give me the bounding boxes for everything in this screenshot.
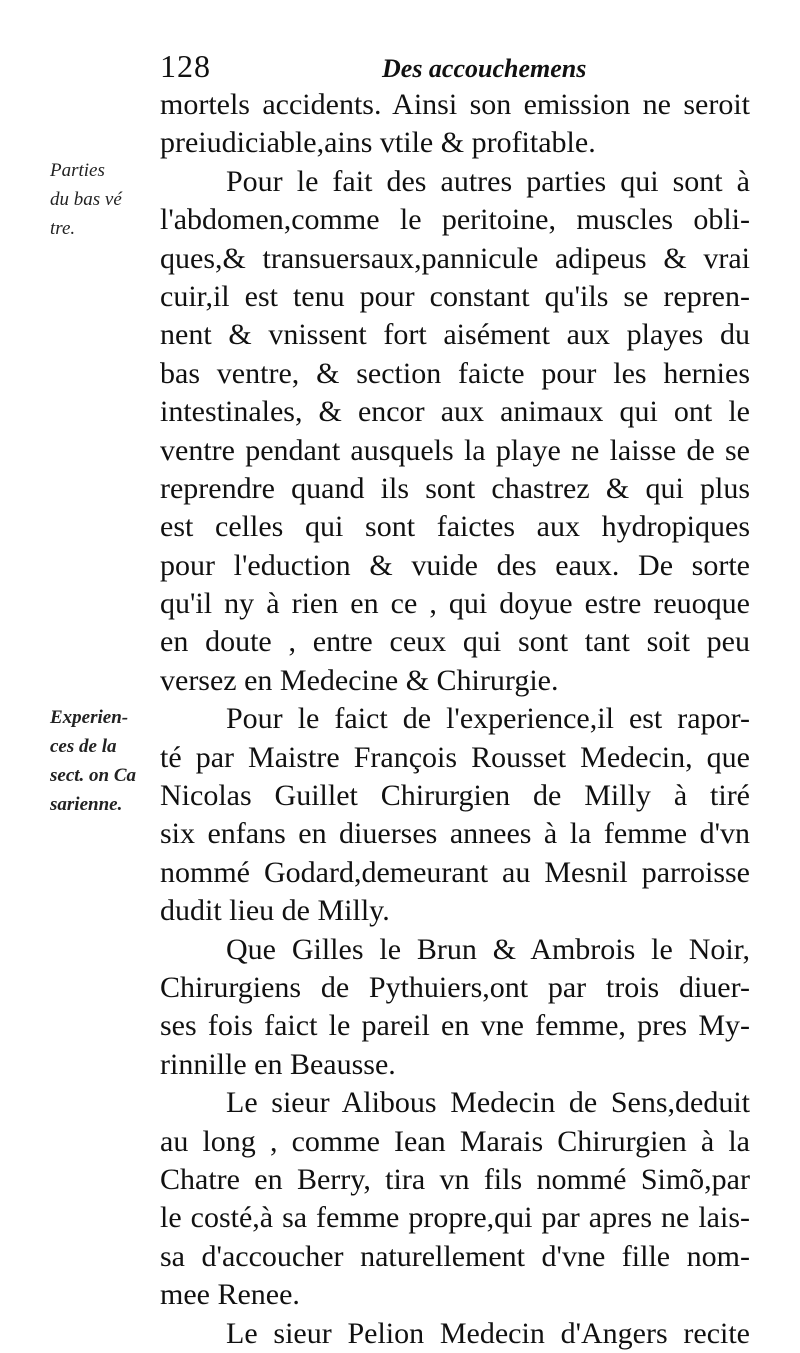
text-line: le costé,à sa femme propre,qui par apres ne lais- <box>160 1201 750 1235</box>
text-line: nent & vnissent fort aisément aux playes du <box>160 318 750 352</box>
text-line: qu'il ny à rien en ce , qui doyue estre reuoque <box>160 587 750 621</box>
marginal-note-line: Parties <box>50 160 105 181</box>
body-text <box>160 86 750 1353</box>
text-line: en doute , entre ceux qui sont tant soit peu <box>160 625 750 659</box>
marginal-note-line: Experien- <box>50 707 129 728</box>
text-line: pour l'eduction & vuide des eaux. De sorte <box>160 548 750 582</box>
marginal-note-line: ces de la <box>50 736 117 757</box>
text-line: rinnille en Beausse. <box>160 1047 396 1081</box>
text-line: ventre pendant ausquels la playe ne laisse de se <box>160 433 750 467</box>
page-number: 128 <box>160 48 211 84</box>
running-head <box>160 48 750 88</box>
marginal-note-line: sarienne. <box>50 794 123 815</box>
text-line: Le sieur Alibous Medecin de Sens,deduit <box>226 1086 750 1120</box>
text-line: dudit lieu de Milly. <box>160 894 390 928</box>
marginal-note-experiences <box>50 703 155 819</box>
text-line: mee Renee. <box>160 1278 300 1312</box>
text-line: ques,& transuersaux,pannicule adipeus & vrai <box>160 241 750 275</box>
text-line: Chatre en Berry, tira vn fils nommé Simõ,par <box>160 1162 750 1196</box>
text-line: ses fois faict le pareil en vne femme, pres My- <box>160 1009 750 1043</box>
text-line: mortels accidents. Ainsi son emission ne seroit <box>160 88 750 121</box>
marginal-note-line: tre. <box>50 218 76 239</box>
text-line: Pour le fait des autres parties qui sont à <box>226 164 750 198</box>
text-line: té par Maistre François Rousset Medecin, que <box>160 740 750 774</box>
text-line: Chirurgiens de Pythuiers,ont par trois diuer- <box>160 970 750 1004</box>
text-line: six enfans en diuerses annees à la femme d'vn <box>160 817 750 851</box>
text-line: intestinales, & encor aux animaux qui ont le <box>160 395 750 429</box>
text-line: versez en Medecine & Chirurgie. <box>160 663 559 697</box>
marginal-note-line: du bas vé <box>50 189 122 210</box>
text-line: est celles qui sont faictes aux hydropiques <box>160 510 750 544</box>
text-line: sa d'accoucher naturellement d'vne fille nom- <box>160 1239 750 1273</box>
text-line: Que Gilles le Brun & Ambrois le Noir, <box>226 932 750 966</box>
text-line: reprendre quand ils sont chastrez & qui plus <box>160 471 750 505</box>
text-line: nommé Godard,demeurant au Mesnil parroisse <box>160 855 750 889</box>
marginal-note-line: sect. on Ca <box>50 765 137 786</box>
text-line: l'abdomen,comme le peritoine, muscles obli- <box>160 203 750 237</box>
running-title: Des accouchemens <box>382 54 587 83</box>
text-line: au long , comme Iean Marais Chirurgien à la <box>160 1124 750 1158</box>
text-line: bas ventre, & section faicte pour les hernies <box>160 356 750 390</box>
text-line: Pour le faict de l'experience,il est rapor- <box>226 702 750 736</box>
text-line: Nicolas Guillet Chirurgien de Milly à tiré <box>160 779 750 813</box>
text-line: preiudiciable,ains vtile & profitable. <box>160 126 596 160</box>
marginal-note-parties <box>50 156 155 243</box>
text-line: Le sieur Pelion Medecin d'Angers recite <box>226 1316 750 1350</box>
text-line: cuir,il est tenu pour constant qu'ils se repren- <box>160 279 750 313</box>
